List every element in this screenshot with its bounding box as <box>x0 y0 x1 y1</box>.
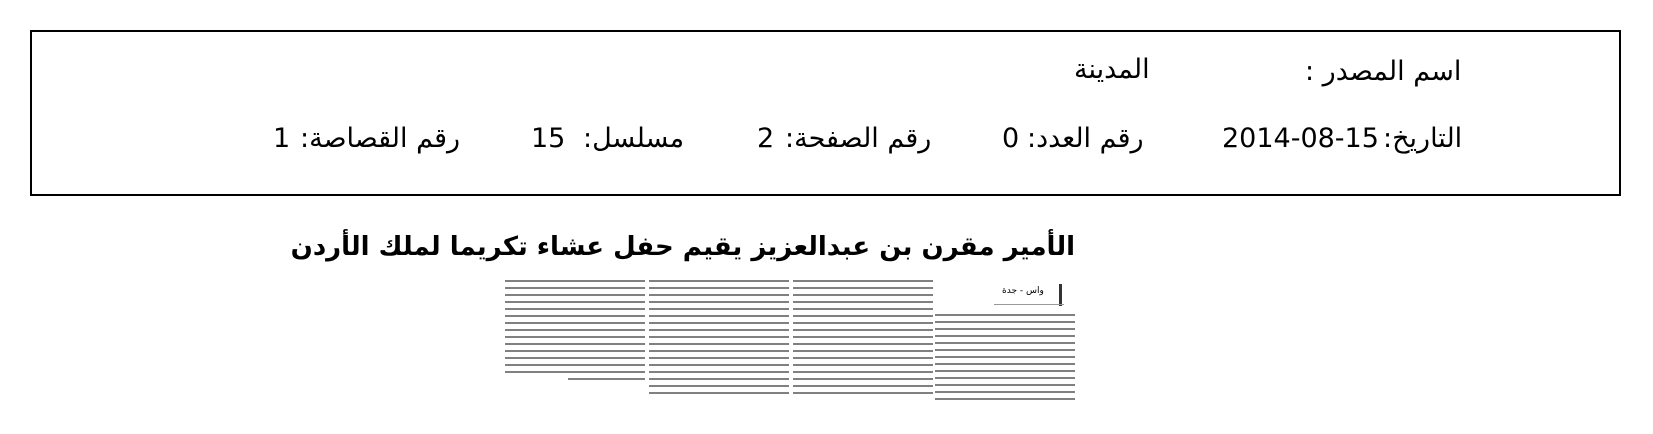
article-column-4 <box>505 280 645 396</box>
article-column-2 <box>793 280 933 400</box>
clip-label: رقم القصاصة: <box>300 123 461 154</box>
article-column-1 <box>935 314 1075 418</box>
serial-label: مسلسل: <box>583 123 685 154</box>
news-clipping <box>290 228 1075 428</box>
article-column-3 <box>649 280 789 400</box>
date-value: 2014-08-15 <box>1222 123 1379 154</box>
page-label: رقم الصفحة: <box>785 123 932 154</box>
byline-underline <box>994 304 1064 305</box>
clipping-byline: واس - جدة <box>1002 286 1044 296</box>
source-label: اسم المصدر : <box>1305 56 1462 87</box>
source-value: المدينة <box>1074 54 1150 85</box>
byline-bar <box>1059 284 1062 306</box>
page-value: 2 <box>757 123 775 154</box>
clipping-headline: الأمير مقرن بن عبدالعزيز يقيم حفل عشاء تكريما لملك الأردن <box>290 232 1075 262</box>
issue-label: رقم العدد: <box>1027 123 1144 154</box>
date-label: التاريخ: <box>1383 123 1463 154</box>
serial-value: 15 <box>531 123 566 154</box>
issue-value: 0 <box>1002 123 1020 154</box>
clip-value: 1 <box>273 123 291 154</box>
metadata-box <box>30 30 1621 196</box>
